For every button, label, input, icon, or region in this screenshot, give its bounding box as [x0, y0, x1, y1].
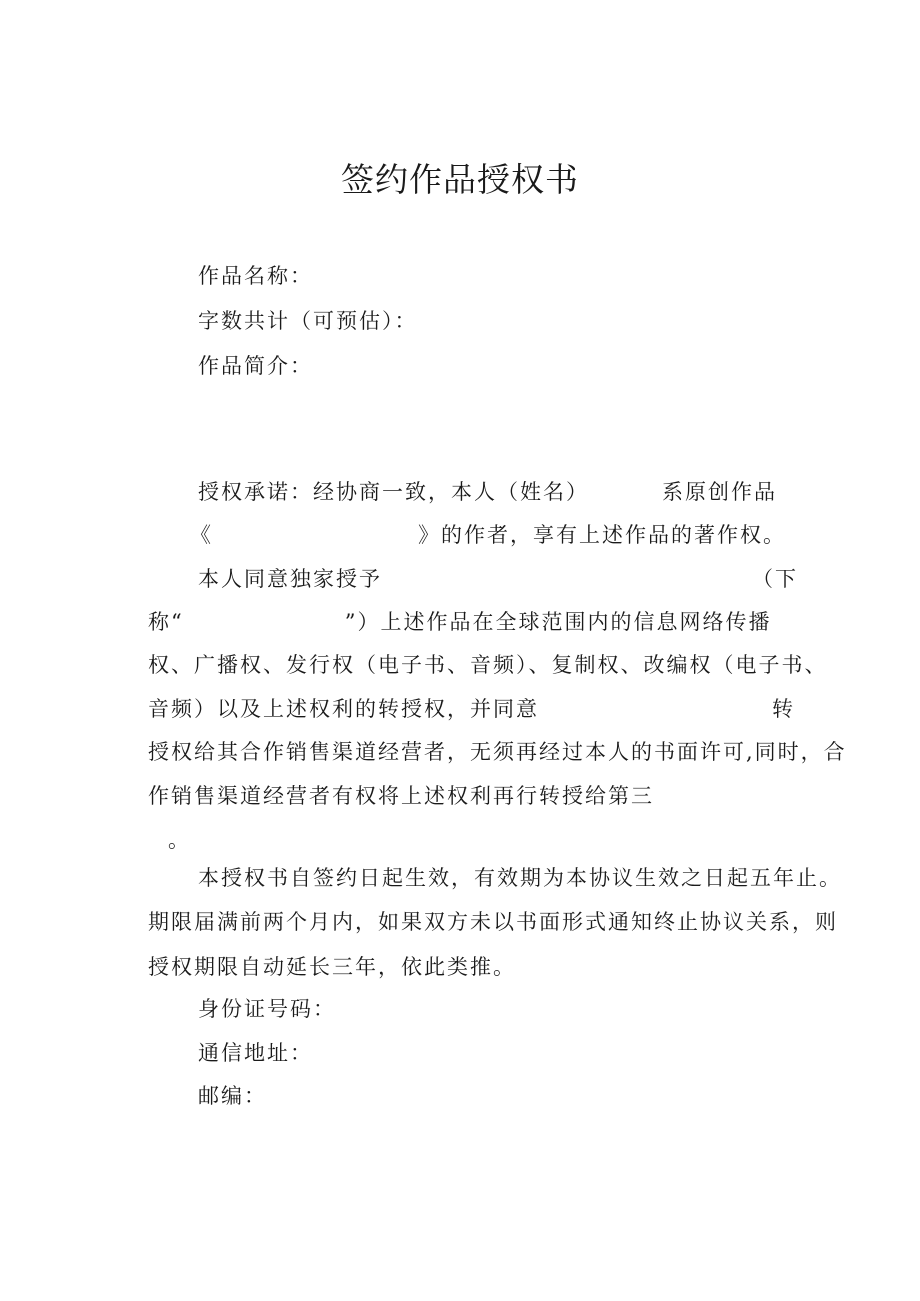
commitment-line-1b: 系原创作品 [662, 480, 777, 504]
document-title: 签约作品授权书 [341, 160, 579, 199]
commitment-line-4: 称“ ”）上述作品在全球范围内的信息网络传播 [148, 610, 772, 634]
commitment-line-6a: 音频）以及上述权利的转授权，并同意 [148, 697, 539, 721]
commitment-line-3b: （下 [752, 567, 798, 591]
commitment-line-2a: 《 [190, 523, 213, 547]
field-id-number: 身份证号码： [198, 997, 336, 1021]
field-word-count: 字数共计（可预估）： [198, 309, 418, 333]
commitment-line-9: 。 [168, 828, 191, 852]
commitment-line-8: 作销售渠道经营者有权将上述权利再行转授给第三 [148, 784, 654, 808]
field-postcode: 邮编： [198, 1084, 267, 1108]
commitment-line-7: 授权给其合作销售渠道经营者，无须再经过本人的书面许可,同时，合 [148, 740, 847, 764]
field-address: 通信地址： [198, 1041, 313, 1065]
commitment-line-6b: 转 [772, 697, 795, 721]
commitment-line-1a: 授权承诺：经协商一致，本人（姓名） [198, 480, 589, 504]
commitment-line-2b: 》的作者，享有上述作品的著作权。 [418, 523, 786, 547]
validity-line-2: 期限届满前两个月内，如果双方未以书面形式通知终止协议关系，则 [148, 910, 838, 934]
commitment-line-5: 权、广播权、发行权（电子书、音频）、复制权、改编权（电子书、 [148, 653, 828, 677]
validity-line-3: 授权期限自动延长三年，依此类推。 [148, 955, 516, 979]
validity-line-1: 本授权书自签约日起生效，有效期为本协议生效之日起五年止。 [198, 866, 842, 890]
commitment-line-3a: 本人同意独家授予 [198, 567, 382, 591]
field-summary: 作品简介： [198, 354, 313, 378]
field-work-name: 作品名称： [198, 264, 313, 288]
